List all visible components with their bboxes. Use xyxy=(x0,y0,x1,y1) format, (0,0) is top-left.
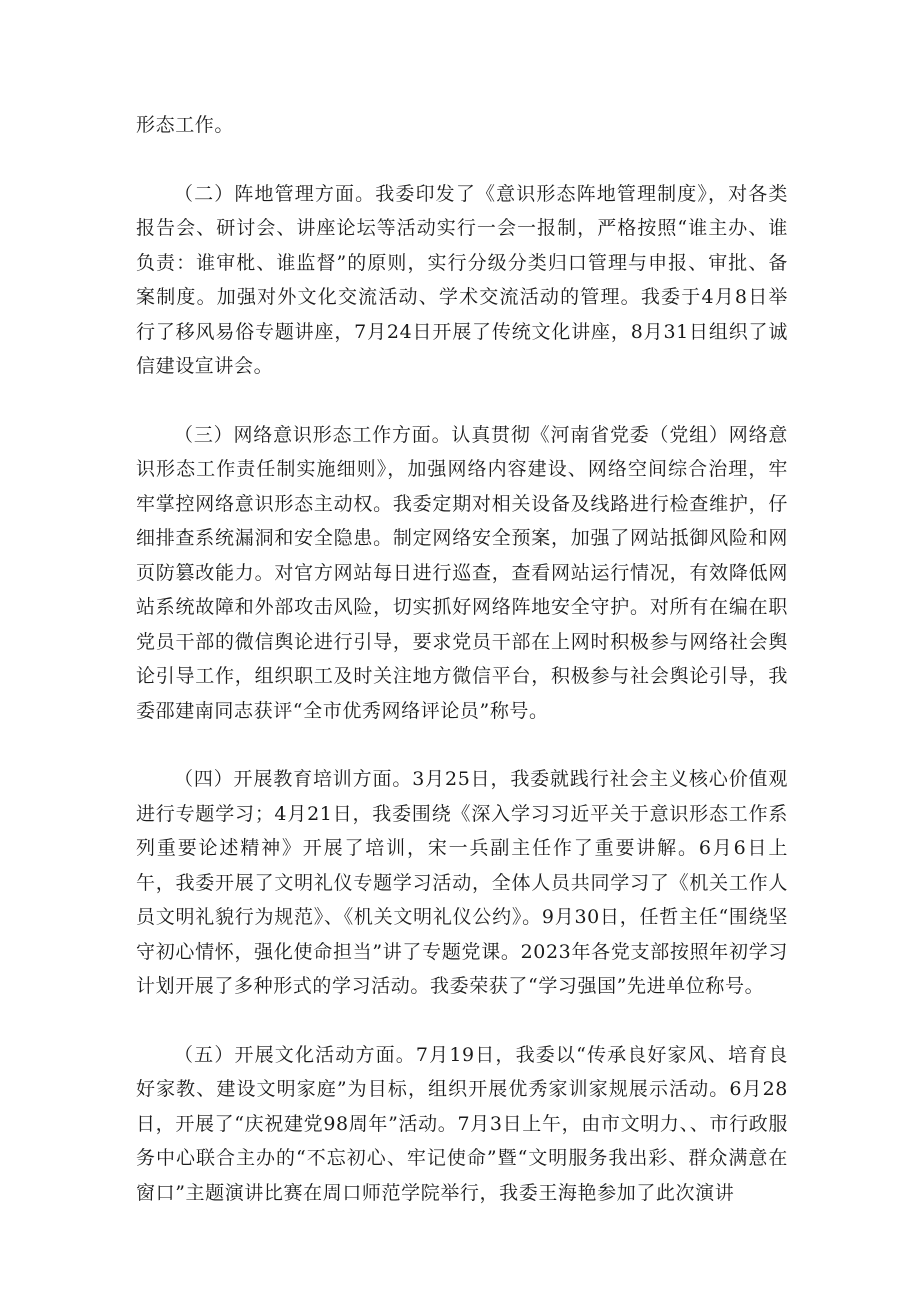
paragraph-cultural-activities: （五）开展文化活动方面。7月19日，我委以“传承良好家风、培育良好家教、建设文明家庭”为目标，组织开展优秀家训家规展示活动。6月28日，开展了“庆祝建党98周年”活动。7月3日上午，由市文明力、、市行政服务中心联合主办的“不忘初心、牢记使命”暨“文明服务我出彩、群众满意在窗口”主题演讲比赛在周口师范学院举行，我委王海艳参加了此次演讲 xyxy=(136,1043,788,1204)
paragraph-network-ideology: （三）网络意识形态工作方面。认真贯彻《河南省党委（党组）网络意识形态工作责任制实施细则》，加强网络内容建设、网络空间综合治理，牢牢掌控网络意识形态主动权。我委定期对相关设备及线路进行检查维护，仔细排查系统漏洞和安全隐患。制定网络安全预案，加强了网站抵御风险和网页防篡改能力。对官方网站每日进行巡查，查看网站运行情况，有效降低网站系统故障和外部攻击风险，切实抓好网络阵地安全守护。对所有在编在职党员干部的微信舆论进行引导，要求党员干部在上网时积极参与网络社会舆论引导工作，组织职工及时关注地方微信平台，积极参与社会舆论引导，我委邵建南同志获评“全市优秀网络评论员”称号。 xyxy=(136,423,788,722)
paragraph-education-training: （四）开展教育培训方面。3月25日，我委就践行社会主义核心价值观进行专题学习；4月21日，我委围绕《深入学习习近平关于意识形态工作系列重要论述精神》开展了培训，宋一兵副主任作了重要讲解。6月6日上午，我委开展了文明礼仪专题学习活动，全体人员共同学习了《机关工作人员文明礼貌行为规范》、《机关文明礼仪公约》。9月30日，任哲主任“围绕坚守初心情怀，强化使命担当”讲了专题党课。2023年各党支部按照年初学习计划开展了多种形式的学习活动。我委荣获了“学习强国”先进单位称号。 xyxy=(136,768,788,997)
paragraph-gap xyxy=(136,384,788,418)
paragraph-position-management: （二）阵地管理方面。我委印发了《意识形态阵地管理制度》，对各类报告会、研讨会、讲座论坛等活动实行一会一报制，严格按照“谁主办、谁负责：谁审枇、谁监督”的原则，实行分级分类归口管理与申报、审批、备案制度。加强对外文化交流活动、学术交流活动的管理。我委于4月8日举行了移风易俗专题讲座，7月24日开展了传统文化讲座，8月31日组织了诚信建设宣讲会。 xyxy=(136,182,788,377)
paragraph-gap xyxy=(136,1004,788,1038)
document-page xyxy=(136,108,788,1210)
paragraph-gap xyxy=(136,143,788,177)
paragraph-gap xyxy=(136,728,788,762)
paragraph-continuation: 形态工作。 xyxy=(136,114,235,136)
